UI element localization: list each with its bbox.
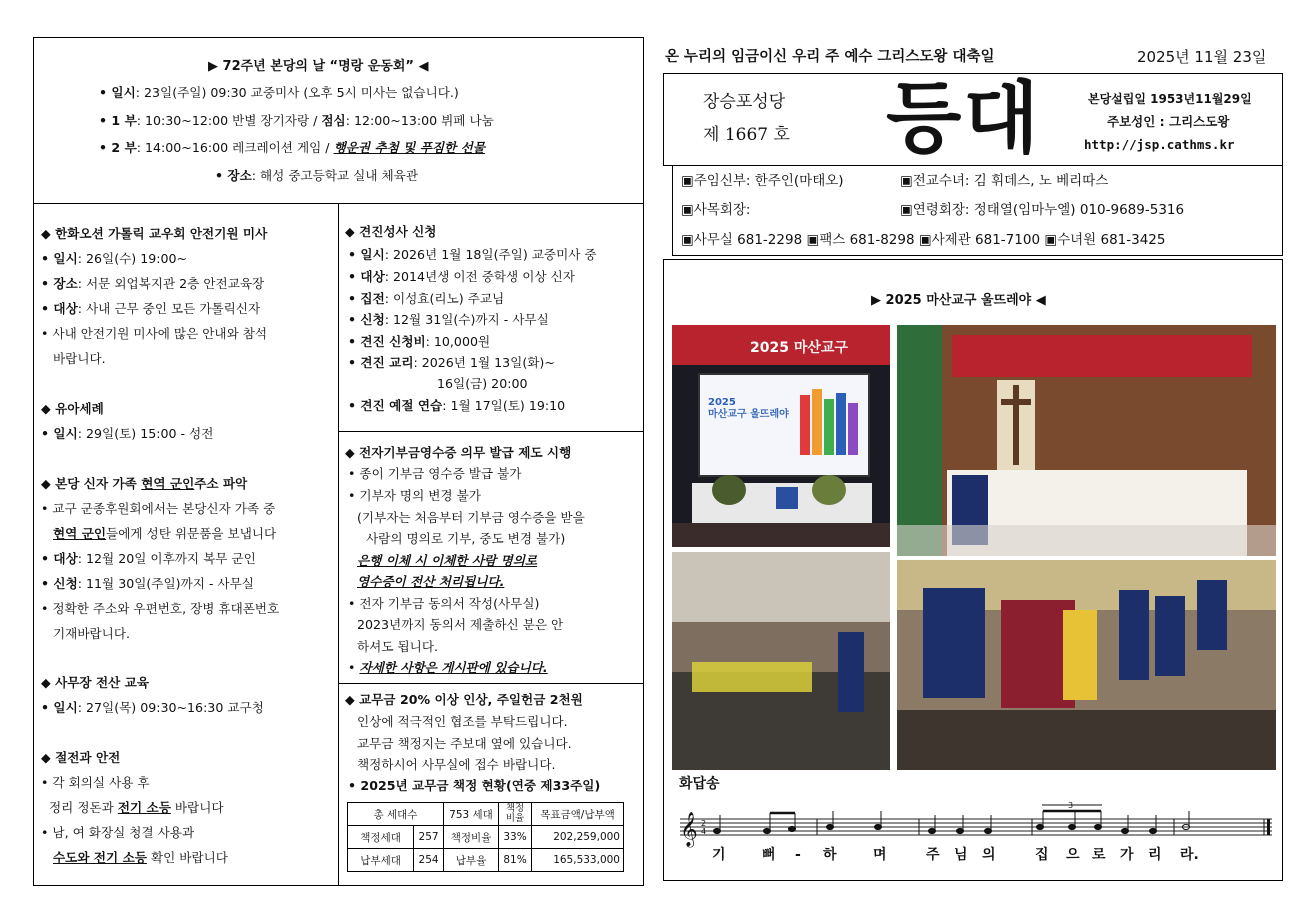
due-table <box>347 802 624 872</box>
safety-mass-title: ◆ 한화오션 가톨릭 교우회 안전기원 미사 <box>41 226 268 241</box>
final-bar <box>1267 819 1270 835</box>
event-part1: • 1 부: 10:30~12:00 반별 장기자랑 / 점심: 12:00~13:00 뷔페 나눔 <box>99 113 494 128</box>
military-line: • 교구 군종후원회에서는 본당신자 가족 중 <box>41 501 276 516</box>
issue-number: 제 1667 호 <box>703 125 790 145</box>
lyric: 뻐 <box>762 847 776 863</box>
receipt-line: 2023년까지 동의서 제출하신 분은 안 <box>357 617 564 632</box>
receipt-line: • 전자 기부금 동의서 작성(사무실) <box>348 596 540 611</box>
note <box>985 828 992 833</box>
time-signature: 4 <box>701 827 707 836</box>
table-cell: 책정세대 <box>348 826 414 849</box>
photo-stage-screen <box>672 325 890 547</box>
due-line: 인상에 적극적인 협조를 부탁드립니다. <box>357 714 568 729</box>
lyric: - <box>795 847 801 863</box>
divider <box>338 683 644 684</box>
table-cell: 33% <box>499 826 532 849</box>
event-part2: • 2 부: 14:00~16:00 레크레이션 게임 / 행운권 추첨 및 푸짐한 선물 <box>99 140 485 155</box>
energy-line: • 남, 여 화장실 청결 사용과 <box>41 825 195 840</box>
gallery-title: ▶ 2025 마산교구 울뜨레야 ◀ <box>871 293 1046 308</box>
triplet-number: 3 <box>1068 801 1074 810</box>
lyric: 하 <box>823 847 837 863</box>
founded-date: 본당설립일 1953년11월29일 <box>1088 92 1252 106</box>
lyric: 으 <box>1066 847 1080 863</box>
time-signature: 2 <box>701 819 707 828</box>
banner-text: 2025 마산교구 <box>750 340 848 356</box>
table-header: 책정 비율 <box>499 803 532 826</box>
patron-saint: 주보성인 : 그리스도왕 <box>1107 114 1230 129</box>
feast-title: 온 누리의 임금이신 우리 주 예수 그리스도왕 대축일 <box>665 49 995 65</box>
table-row <box>348 826 624 849</box>
infant-baptism-title: ◆ 유아세례 <box>41 401 104 416</box>
table-header: 총 세대수 <box>348 803 444 826</box>
table-cell: 책정비율 <box>444 826 499 849</box>
military-line: • 정확한 주소와 우편번호, 장병 휴대폰번호 <box>41 601 280 616</box>
military-line: 기재바랍니다. <box>53 626 130 641</box>
safety-date: • 일시: 26일(수) 19:00~ <box>41 251 188 266</box>
due-status-title: • 2025년 교무금 책정 현황(연중 제33주일) <box>348 778 601 793</box>
lyric: 집 <box>1035 847 1049 863</box>
lyric: 기 <box>712 847 726 863</box>
note <box>1122 828 1129 833</box>
note <box>714 828 721 833</box>
note <box>764 828 771 833</box>
hymn-title: 화답송 <box>679 776 720 792</box>
military-apply: • 신청: 11월 30일(주일)까지 - 사무실 <box>41 576 254 591</box>
table-cell: 납부율 <box>444 849 499 872</box>
note <box>1037 824 1044 829</box>
table-row <box>348 849 624 872</box>
lyric: 님 <box>954 847 968 863</box>
lyric: 며 <box>873 847 887 863</box>
confirmation-apply: • 신청: 12월 31일(수)까지 - 사무실 <box>348 312 549 327</box>
lyric: 가 <box>1120 847 1134 863</box>
note <box>827 824 834 829</box>
receipt-line: • 종이 기부금 영수증 발급 불가 <box>348 466 522 481</box>
table-cell: 81% <box>499 849 532 872</box>
masthead-title: 등대 <box>886 74 1041 164</box>
note <box>1095 824 1102 829</box>
lyric: 리 <box>1148 847 1162 863</box>
issue-date: 2025년 11월 23일 <box>1137 48 1267 66</box>
sacristan-date: • 일시: 27일(목) 09:30~16:30 교구청 <box>41 700 264 715</box>
staff-council: ▣사목회장: <box>681 202 751 218</box>
receipt-line: 은행 이체 시 이체한 사람 명의로 <box>357 553 538 568</box>
confirmation-education: • 견진 교리: 2026년 1월 13일(화)~ <box>348 355 555 370</box>
parish-name: 장승포성당 <box>703 92 786 112</box>
receipt-line: • 기부자 명의 변경 불가 <box>348 488 481 503</box>
note <box>875 824 882 829</box>
treble-clef-icon: 𝄞 <box>680 812 698 847</box>
divider <box>338 431 644 432</box>
photo-banner-procession <box>897 560 1276 770</box>
note <box>957 828 964 833</box>
confirmation-target: • 대상: 2014년생 이전 중학생 이상 신자 <box>348 269 575 284</box>
hymn-score <box>670 795 1280 865</box>
safety-target: • 대상: 사내 근무 중인 모든 가톨릭신자 <box>41 301 261 316</box>
note <box>929 828 936 833</box>
receipt-line: • 자세한 사항은 게시판에 있습니다. <box>348 660 548 675</box>
confirmation-fee: • 견진 신청비: 10,000원 <box>348 334 491 349</box>
safety-note: • 사내 안전기원 미사에 많은 안내와 참석 <box>41 326 268 341</box>
table-header: 753 세대 <box>444 803 499 826</box>
note <box>789 826 796 831</box>
table-cell: 257 <box>414 826 444 849</box>
receipt-line: (기부자는 처음부터 기부금 영수증을 받을 <box>357 510 585 525</box>
table-cell: 165,533,000 <box>532 849 624 872</box>
event-title: ▶ 72주년 본당의 날 “명랑 운동회” ◀ <box>208 59 429 74</box>
safety-place: • 장소: 서문 외업복지관 2층 안전교육장 <box>41 276 265 291</box>
table-cell: 납부세대 <box>348 849 414 872</box>
confirmation-rehearsal: • 견진 예절 연습: 1월 17일(토) 19:10 <box>348 398 566 413</box>
confirmation-title: ◆ 견진성사 신청 <box>345 224 437 239</box>
table-cell: 254 <box>414 849 444 872</box>
confirmation-date: • 일시: 2026년 1월 18일(주일) 교중미사 중 <box>348 247 597 262</box>
lyric: 의 <box>982 847 996 863</box>
energy-line: • 각 회의실 사용 후 <box>41 775 150 790</box>
photo-gym-crowd <box>672 552 890 770</box>
lyric: 주 <box>926 847 940 863</box>
website-link[interactable]: http://jsp.cathms.kr <box>1084 137 1235 152</box>
staff-funeral: ▣연령회장: 정태열(임마누엘) 010-9689-5316 <box>900 202 1185 218</box>
event-place: • 장소: 해성 중고등학교 실내 체육관 <box>215 168 419 183</box>
note <box>1069 824 1076 829</box>
confirmation-education: 16일(금) 20:00 <box>437 376 528 391</box>
infant-baptism-date: • 일시: 29일(토) 15:00 - 성전 <box>41 426 214 441</box>
energy-line: 정리 정돈과 전기 소등 바랍니다 <box>49 800 224 815</box>
military-line: 현역 군인들에게 성탄 위문품을 보냅니다 <box>53 526 277 541</box>
staff-sisters: ▣전교수녀: 김 휘데스, 노 베리따스 <box>900 173 1109 189</box>
sacristan-title: ◆ 사무장 전산 교육 <box>41 675 149 690</box>
receipt-line: 영수증이 전산 처리됩니다. <box>357 574 505 589</box>
photo-priests-altar <box>897 325 1276 556</box>
screen-title: 2025 마산교구 울뜨레야 <box>708 397 789 420</box>
military-target: • 대상: 12월 20일 이후까지 복무 군인 <box>41 551 256 566</box>
military-title: ◆ 본당 신자 가족 현역 군인주소 파악 <box>41 476 248 491</box>
energy-title: ◆ 절전과 안전 <box>41 750 121 765</box>
lyric: 라. <box>1180 847 1199 863</box>
due-title: ◆ 교무금 20% 이상 인상, 주일헌금 2천원 <box>345 692 583 707</box>
staff-pastor: ▣주임신부: 한주인(마태오) <box>681 173 844 189</box>
receipt-title: ◆ 전자기부금영수증 의무 발급 제도 시행 <box>345 445 572 460</box>
note <box>1150 828 1157 833</box>
due-line: 교무금 책정지는 주보대 옆에 있습니다. <box>357 736 572 751</box>
event-date: • 일시: 23일(주일) 09:30 교중미사 (오후 5시 미사는 없습니다.) <box>99 85 459 100</box>
receipt-line: 하셔도 됩니다. <box>357 639 438 654</box>
confirmation-celebrant: • 집전: 이성효(리노) 주교님 <box>348 291 505 306</box>
energy-line: 수도와 전기 소등 확인 바랍니다 <box>53 850 228 865</box>
staff-phones: ▣사무실 681-2298 ▣팩스 681-8298 ▣사제관 681-7100 ▣수녀원 681-3425 <box>681 232 1166 248</box>
due-line: 책정하시어 사무실에 접수 바랍니다. <box>357 757 556 772</box>
safety-note: 바랍니다. <box>53 351 106 366</box>
receipt-line: 사람의 명의로 기부, 중도 변경 불가) <box>366 531 566 546</box>
table-cell: 202,259,000 <box>532 826 624 849</box>
table-header: 목표금액/납부액 <box>532 803 624 826</box>
lyric: 로 <box>1092 847 1106 863</box>
divider <box>338 203 339 886</box>
